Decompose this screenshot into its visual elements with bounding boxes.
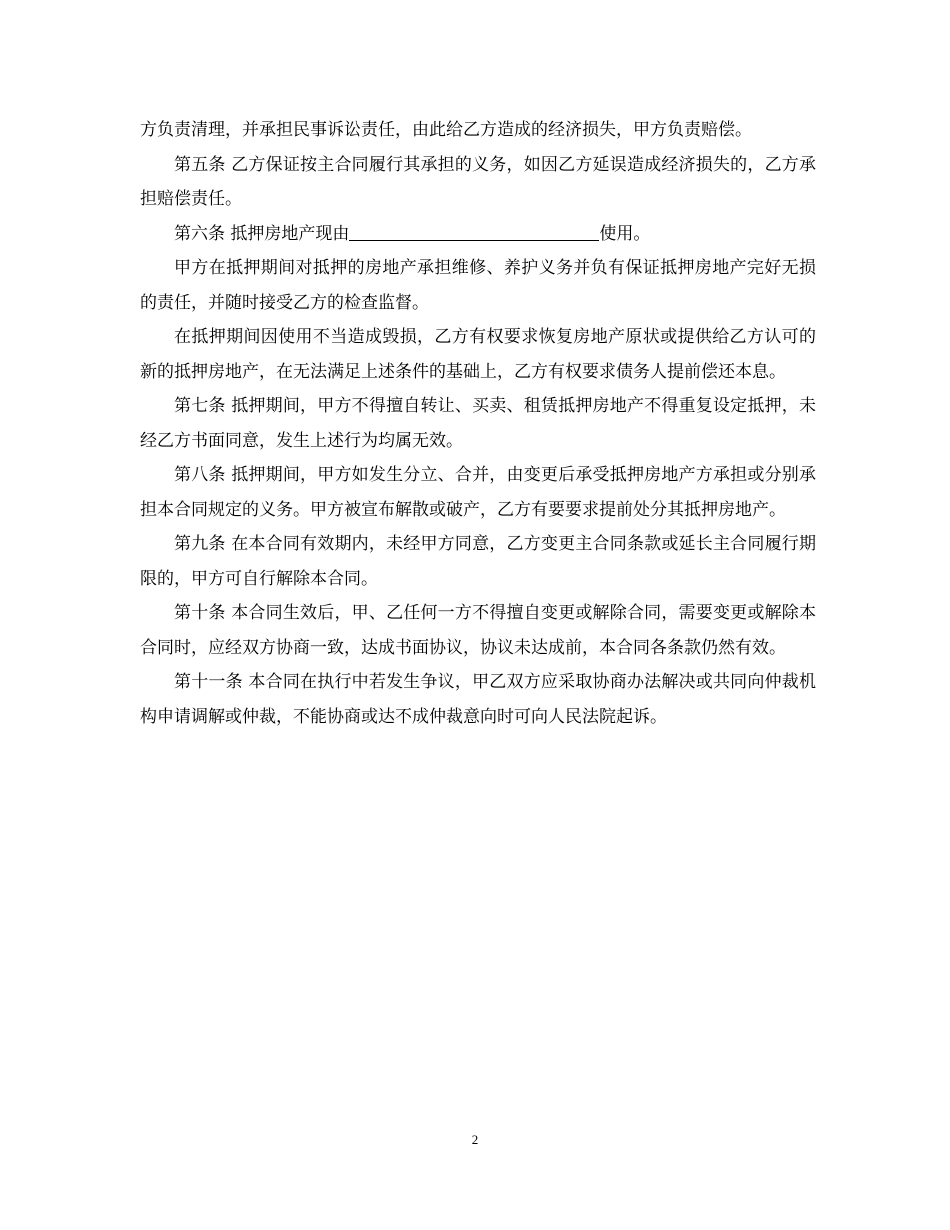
paragraph-damage: 在抵押期间因使用不当造成毁损，乙方有权要求恢复房地产原状或提供给乙方认可的新的抵押房地产，在无法满足上述条件的基础上，乙方有权要求债务人提前偿还本息。 bbox=[140, 327, 816, 382]
paragraph-article-11: 第十一条 本合同在执行中若发生争议，甲乙双方应采取协商办法解决或共同向仲裁机构申请调解或仲裁，不能协商或达不成仲裁意向时可向人民法院起诉。 bbox=[140, 672, 816, 727]
article-6-text-after: 使用。 bbox=[599, 223, 651, 244]
paragraph-continuation: 方负责清理，并承担民事诉讼责任，由此给乙方造成的经济损失，甲方负责赔偿。 bbox=[140, 120, 752, 140]
paragraph-maintenance: 甲方在抵押期间对抵押的房地产承担维修、养护义务并负有保证抵押房地产完好无损的责任，并随时接受乙方的检查监督。 bbox=[140, 258, 816, 313]
paragraph-article-5: 第五条 乙方保证按主合同履行其承担的义务，如因乙方延误造成经济损失的，乙方承担赔偿责任。 bbox=[140, 154, 816, 209]
paragraph-article-8: 第八条 抵押期间，甲方如发生分立、合并，由变更后承受抵押房地产方承担或分别承担本合同规定的义务。甲方被宣布解散或破产，乙方有要要求提前处分其抵押房地产。 bbox=[140, 465, 816, 520]
contract-body bbox=[140, 113, 816, 734]
paragraph-article-10: 第十条 本合同生效后，甲、乙任何一方不得擅自变更或解除合同，需要变更或解除本合同时，应经双方协商一致，达成书面协议，协议未达成前，本合同各条款仍然有效。 bbox=[140, 603, 816, 658]
fill-in-blank-line[interactable] bbox=[349, 224, 599, 241]
article-6-text-before: 第六条 抵押房地产现由 bbox=[174, 223, 350, 244]
paragraph-article-9: 第九条 在本合同有效期内，未经甲方同意，乙方变更主合同条款或延长主合同履行期限的，甲方可自行解除本合同。 bbox=[140, 534, 816, 589]
page-number: 2 bbox=[471, 1132, 479, 1147]
paragraph-article-7: 第七条 抵押期间，甲方不得擅自转让、买卖、租赁抵押房地产不得重复设定抵押，未经乙方书面同意，发生上述行为均属无效。 bbox=[140, 396, 816, 451]
paragraph-article-6 bbox=[140, 217, 816, 252]
